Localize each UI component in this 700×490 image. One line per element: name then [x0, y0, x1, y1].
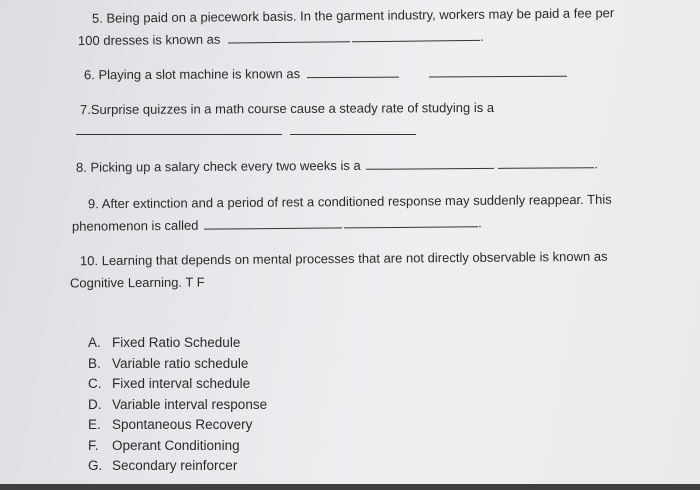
- question-6-text: 6. Playing a slot machine is known as: [83, 66, 301, 83]
- option-f-text: Operant Conditioning: [112, 437, 240, 453]
- question-5-text: 5. Being paid on a piecework basis. In the garment industry, workers may be paid a fee per: [91, 5, 615, 26]
- option-e-letter: E.: [88, 417, 101, 432]
- option-e-text: Spontaneous Recovery: [112, 417, 253, 432]
- question-9-line-1: [88, 190, 612, 215]
- question-5-blank-1[interactable]: [228, 29, 350, 43]
- question-10-line-1: [80, 247, 608, 272]
- option-b-text: Variable ratio schedule: [112, 355, 249, 371]
- question-8-text: 8. Picking up a salary check every two weeks is a: [75, 157, 361, 175]
- question-8-blank-2[interactable]: [498, 155, 594, 169]
- option-f: [88, 436, 267, 457]
- question-9-continuation: phenomenon is called: [71, 217, 199, 234]
- question-8-blank-1[interactable]: [366, 156, 494, 170]
- question-9-text: 9. After extinction and a period of rest a conditioned response may suddenly reappear. This: [87, 191, 612, 212]
- question-9-blank-1[interactable]: [204, 215, 342, 229]
- option-d-letter: D.: [88, 396, 102, 412]
- option-f-letter: F.: [88, 437, 99, 453]
- option-a-letter: A.: [88, 335, 101, 350]
- answer-options-list: [88, 333, 267, 477]
- option-b: [88, 354, 267, 375]
- question-9-period: .: [478, 215, 482, 231]
- option-c-text: Fixed interval schedule: [112, 376, 251, 391]
- question-5-line-2: [78, 27, 484, 51]
- question-5-blank-2[interactable]: [352, 28, 480, 42]
- question-5-line-1: [92, 3, 614, 28]
- question-6-blank-2[interactable]: [429, 64, 567, 78]
- question-8-period: .: [594, 156, 598, 172]
- question-9-blank-2[interactable]: [344, 214, 478, 228]
- option-a: [88, 333, 267, 354]
- question-10-line-2: [70, 273, 205, 294]
- option-e: [88, 415, 267, 436]
- option-d-text: Variable interval response: [112, 396, 268, 412]
- option-c: [88, 374, 267, 395]
- page-bottom-edge: [0, 484, 700, 490]
- option-g-text: Secondary reinforcer: [112, 458, 238, 473]
- question-10-continuation: Cognitive Learning. T F: [69, 274, 205, 291]
- question-10-text: 10. Learning that depends on mental processes that are not directly observable is known as: [79, 248, 608, 269]
- question-5-period: .: [479, 28, 484, 44]
- option-a-text: Fixed Ratio Schedule: [112, 335, 241, 350]
- option-g-letter: G.: [88, 458, 103, 473]
- option-b-letter: B.: [88, 355, 101, 371]
- question-6-line: [84, 63, 567, 86]
- question-5-continuation: 100 dresses is known as: [77, 31, 221, 49]
- question-7-text: 7.Surprise quizzes in a math course cause a steady rate of studying is a: [79, 99, 495, 118]
- option-c-letter: C.: [88, 376, 102, 391]
- question-7-blank-2[interactable]: [290, 122, 416, 135]
- question-8-line: [76, 154, 598, 178]
- question-7-blanks: [76, 121, 416, 141]
- question-9-line-2: [72, 213, 482, 237]
- question-7-blank-1[interactable]: [76, 122, 282, 135]
- question-7-line: [80, 98, 494, 120]
- option-d: [88, 395, 267, 416]
- question-6-blank-1[interactable]: [307, 65, 399, 78]
- option-g: [88, 456, 267, 477]
